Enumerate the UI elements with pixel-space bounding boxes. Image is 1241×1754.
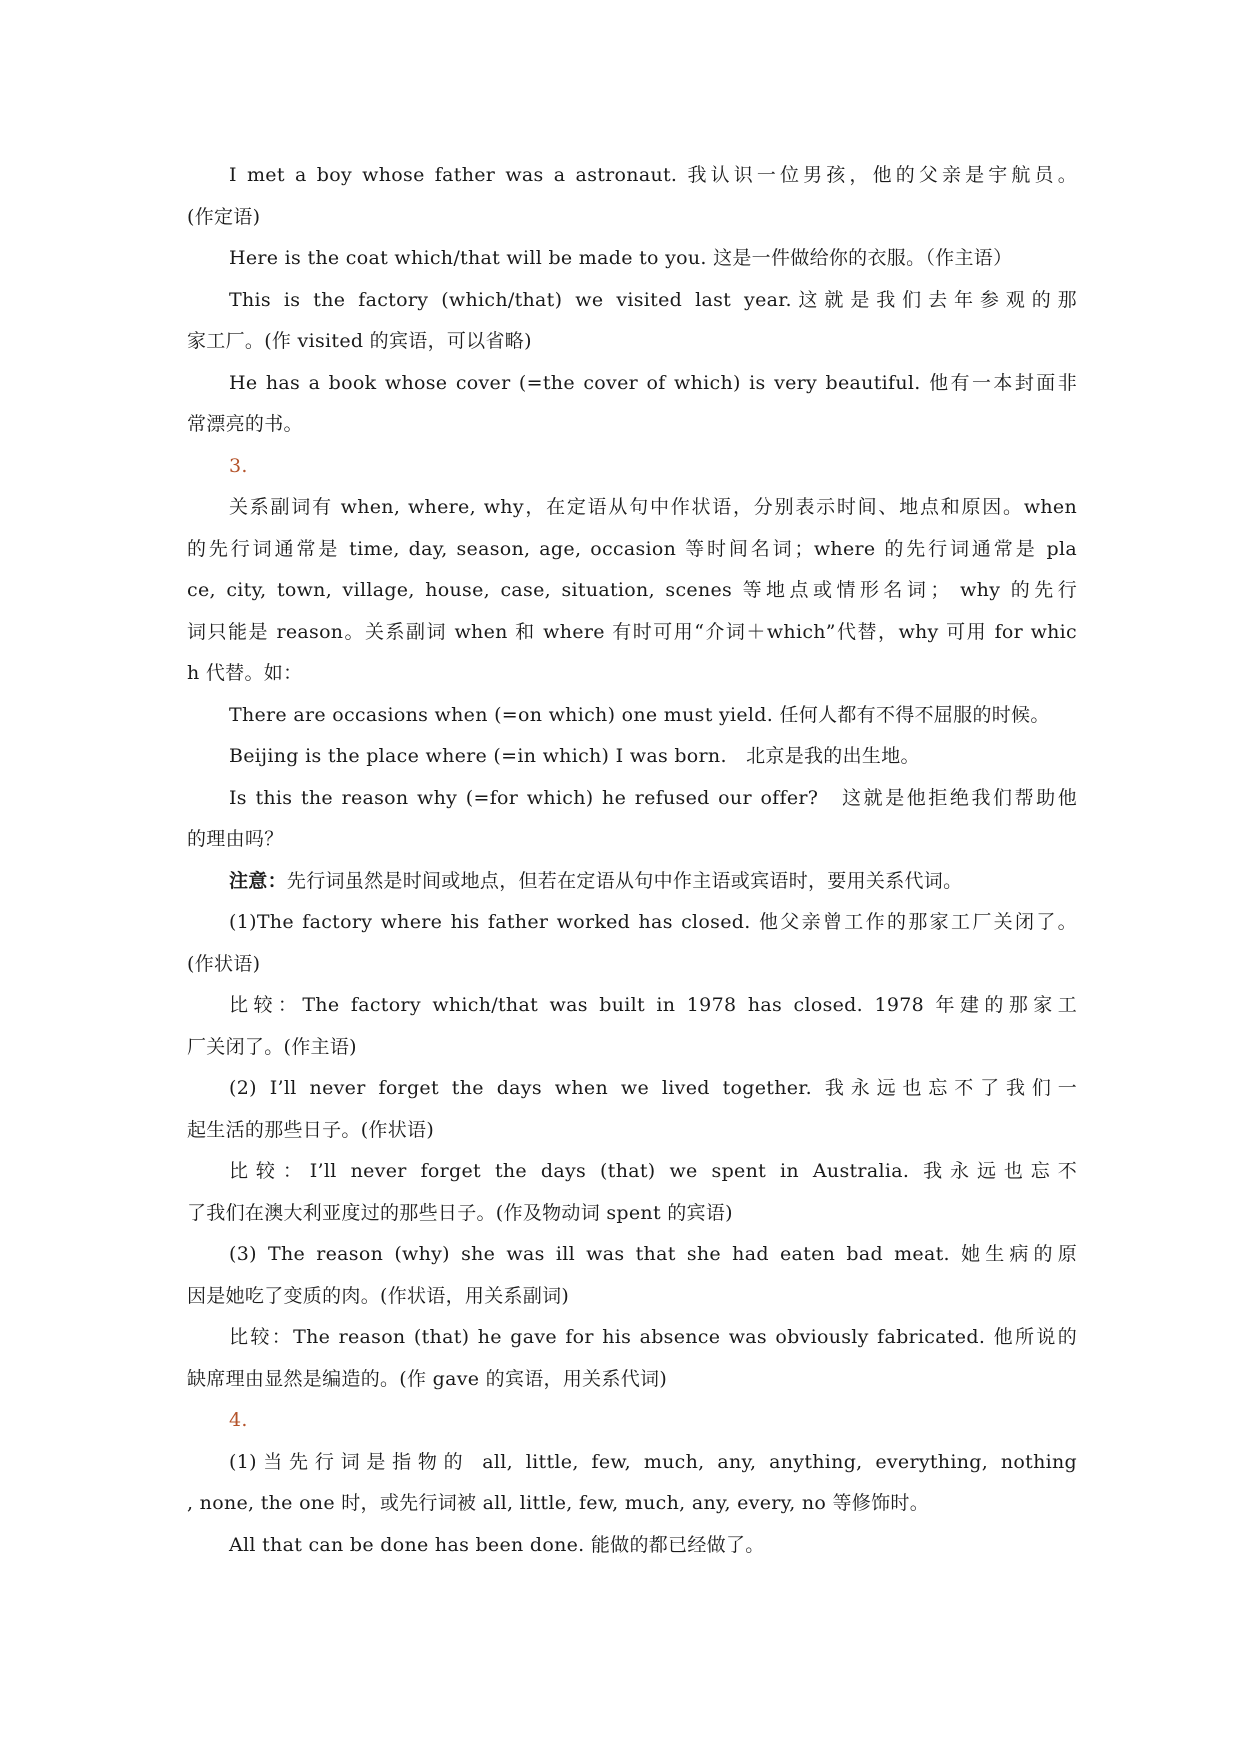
line-text: 的理由吗？ [187,828,284,850]
line-text: (作定语) [187,205,261,228]
line-text: 家工厂。(作 visited 的宾语，可以省略) [187,330,532,352]
text-line [187,1525,1077,1567]
text-line [187,1442,1077,1484]
line-text: All that can be done has been done. 能做的都已经做了。 [229,1533,765,1556]
text-line [187,363,1077,405]
text-line [187,1027,1077,1069]
line-text: (3) The reason (why) she was ill was that she had eaten bad meat. 她生病的原 [229,1243,1077,1265]
text-line [187,155,1077,197]
line-text: 的先行词通常是 time, day, season, age, occasion 等时间名词；where 的先行词通常是 pla [187,537,1077,560]
line-text: 了我们在澳大利亚度过的那些日子。(作及物动词 spent 的宾语) [187,1201,733,1224]
line-text: ce, city, town, village, house, case, situation, scenes 等地点或情形名词； why 的先行 [187,579,1077,601]
text-line [187,1317,1077,1359]
text-line [187,487,1077,529]
text-line [187,1151,1077,1193]
text-line [187,819,1077,861]
line-text: Beijing is the place where (=in which) I was born. 北京是我的出生地。 [229,745,920,767]
line-text: 比较：The factory which/that was built in 1978 has closed. 1978 年建的那家工 [229,994,1077,1016]
text-line [187,902,1077,944]
line-text: (1)当先行词是指物的 all, little, few, much, any, anything, everything, nothing [229,1450,1077,1473]
text-line [187,861,1077,903]
line-text: 4. [229,1409,248,1431]
section-number [187,446,1077,488]
line-text: 先行词虽然是时间或地点，但若在定语从句中作主语或宾语时，要用关系代词。 [286,869,963,892]
text-line [187,1193,1077,1235]
line-text: , none, the one 时，或先行词被 all, little, few, much, any, every, no 等修饰时。 [187,1492,929,1514]
text-line [187,1068,1077,1110]
line-text: h 代替。如： [187,662,303,684]
text-line [187,570,1077,612]
text-line [187,653,1077,695]
text-line [187,985,1077,1027]
text-line [187,404,1077,446]
line-text: Is this the reason why (=for which) he refused our offer? 这就是他拒绝我们帮助他 [229,786,1077,809]
text-line [187,695,1077,737]
line-text: 起生活的那些日子。(作状语) [187,1118,435,1141]
line-text: (1)The factory where his father worked has closed. 他父亲曾工作的那家工厂关闭了。 [229,911,1077,933]
line-text: 缺席理由显然是编造的。(作 gave 的宾语，用关系代词) [187,1367,668,1390]
line-text: I met a boy whose father was a astronaut. 我认识一位男孩，他的父亲是宇航员。 [229,164,1077,186]
text-line [187,612,1077,654]
text-line [187,1483,1077,1525]
line-text: 比较：I’ll never forget the days (that) we spent in Australia. 我永远也忘不 [229,1160,1077,1182]
line-text: This is the factory (which/that) we visited last year.这就是我们去年参观的那 [229,288,1077,311]
line-text: 比较：The reason (that) he gave for his absence was obviously fabricated. 他所说的 [229,1326,1077,1348]
section-number [187,1400,1077,1442]
line-text: Here is the coat which/that will be made to you. 这是一件做给你的衣服。（作主语） [229,247,1013,269]
text-line [187,197,1077,239]
note-label: 注意： [229,869,287,892]
line-text: 3. [229,454,248,477]
text-line [187,321,1077,363]
text-line [187,1276,1077,1318]
text-line [187,529,1077,571]
line-text: There are occasions when (=on which) one must yield. 任何人都有不得不屈服的时候。 [229,703,1050,726]
text-line [187,778,1077,820]
text-line [187,1110,1077,1152]
line-text: 词只能是 reason。关系副词 when 和 where 有时可用“介词＋which”代替，why 可用 for whic [187,620,1077,643]
line-text: He has a book whose cover (=the cover of which) is very beautiful. 他有一本封面非 [229,371,1077,394]
document-page [187,155,1077,1566]
text-line [187,1234,1077,1276]
line-text: 因是她吃了变质的肉。(作状语，用关系副词) [187,1284,570,1307]
line-text: 厂关闭了。(作主语) [187,1035,357,1058]
text-line [187,238,1077,280]
text-line [187,280,1077,322]
line-text: (作状语) [187,952,261,975]
text-line [187,736,1077,778]
line-text: 关系副词有 when, where, why，在定语从句中作状语，分别表示时间、地点和原因。when [229,496,1077,518]
line-text: 常漂亮的书。 [187,413,303,435]
text-line [187,1359,1077,1401]
text-line [187,944,1077,986]
line-text: (2) I’ll never forget the days when we lived together. 我永远也忘不了我们一 [229,1077,1077,1099]
